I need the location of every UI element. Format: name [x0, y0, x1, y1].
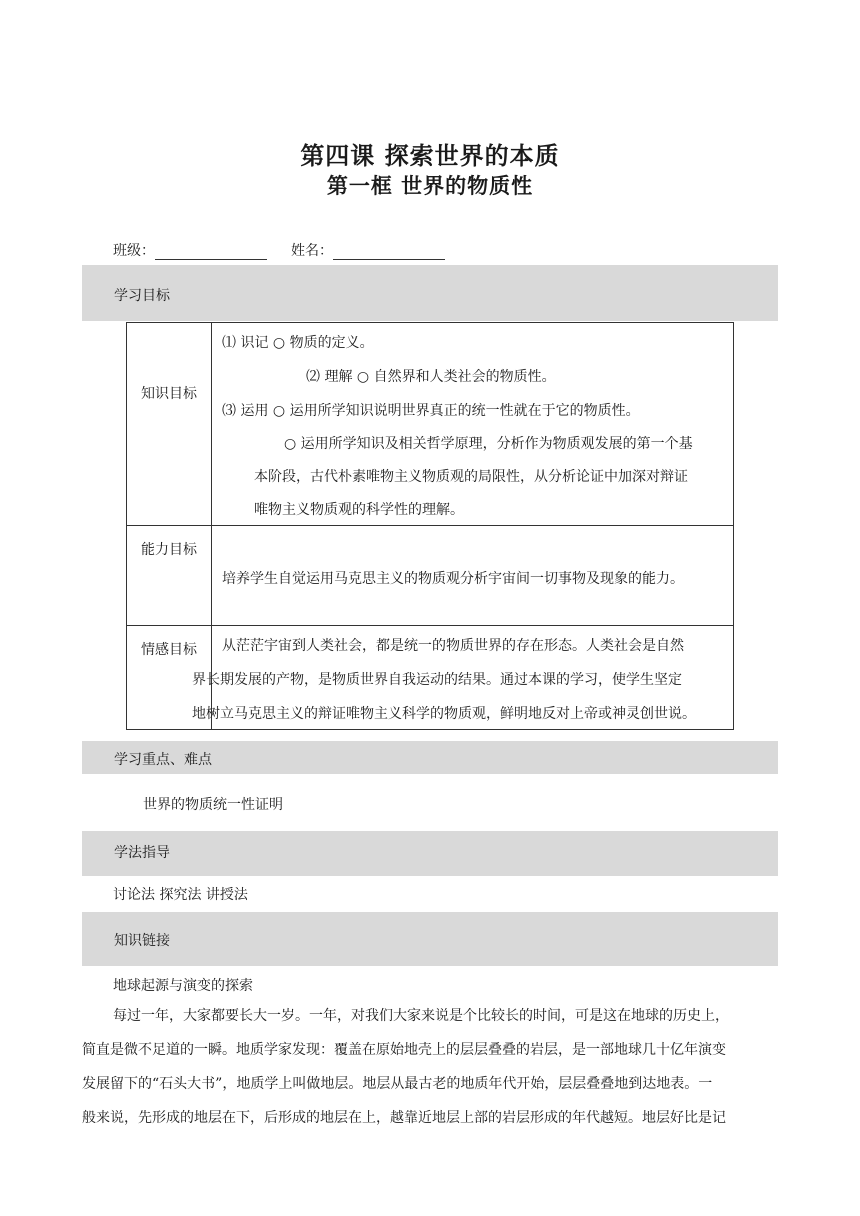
knowledge-line: 唯物主义物质观的科学性的理解。: [254, 502, 464, 518]
section-methods: [82, 831, 778, 876]
section-methods-title: 学法指导: [114, 845, 170, 861]
knowledge-line: ⑴ 识记 ○ 物质的定义。: [222, 335, 374, 351]
section-links-title: 知识链接: [114, 933, 170, 949]
links-paragraph-line: 发展留下的“石头大书”，地质学上叫做地层。地层从最古老的地质年代开始，层层叠叠地到达地表。一: [82, 1076, 713, 1092]
section-goals-title: 学习目标: [114, 288, 170, 304]
knowledge-line: ○ 运用所学知识及相关哲学原理，分析作为物质观发展的第一个基: [284, 436, 693, 452]
knowledge-line: 本阶段，古代朴素唯物主义物质观的局限性，从分析论证中加深对辩证: [254, 469, 688, 485]
emotion-line: 界长期发展的产物，是物质世界自我运动的结果。通过本课的学习，使学生坚定: [192, 672, 682, 688]
links-paragraph-line: 般来说，先形成的地层在下，后形成的地层在上，越靠近地层上部的岩层形成的年代越短。地层好比是记: [82, 1110, 726, 1126]
methods-text: 讨论法 探究法 讲授法: [113, 887, 248, 903]
name-label: 姓名：: [291, 243, 333, 259]
key-points-text: 世界的物质统一性证明: [143, 797, 283, 813]
section-key-points: [82, 741, 778, 774]
student-info: [113, 240, 469, 260]
knowledge-label: 知识目标: [127, 323, 212, 526]
knowledge-line: ⑵ 理解 ○ 自然界和人类社会的物质性。: [306, 369, 556, 385]
knowledge-line: ⑶ 运用 ○ 运用所学知识说明世界真正的统一性就在于它的物质性。: [222, 403, 640, 419]
emotion-label: 情感目标: [127, 626, 212, 730]
section-goals: [82, 265, 778, 321]
emotion-line: 从茫茫宇宙到人类社会，都是统一的物质世界的存在形态。人类社会是自然: [222, 638, 684, 654]
ability-label: 能力目标: [127, 526, 212, 626]
links-paragraph-line: 每过一年，大家都要长大一岁。一年，对我们大家来说是个比较长的时间，可是这在地球的历史上，: [113, 1008, 729, 1024]
links-paragraph-line: 简直是微不足道的一瞬。地质学家发现：覆盖在原始地壳上的层层叠叠的岩层，是一部地球几十亿年演变: [82, 1042, 726, 1058]
page-title: 第四课 探索世界的本质: [300, 142, 560, 170]
page-subtitle: 第一框 世界的物质性: [326, 174, 534, 198]
section-links: [82, 912, 778, 966]
knowledge-cell: [212, 323, 734, 526]
links-title: 地球起源与演变的探索: [113, 978, 253, 994]
class-label: 班级：: [113, 243, 155, 259]
class-blank: [155, 243, 267, 260]
section-key-points-title: 学习重点、难点: [114, 752, 212, 768]
name-blank: [333, 243, 445, 260]
ability-text: 培养学生自觉运用马克思主义的物质观分析宇宙间一切事物及现象的能力。: [222, 571, 684, 587]
emotion-line: 地树立马克思主义的辩证唯物主义科学的物质观，鲜明地反对上帝或神灵创世说。: [192, 706, 696, 722]
